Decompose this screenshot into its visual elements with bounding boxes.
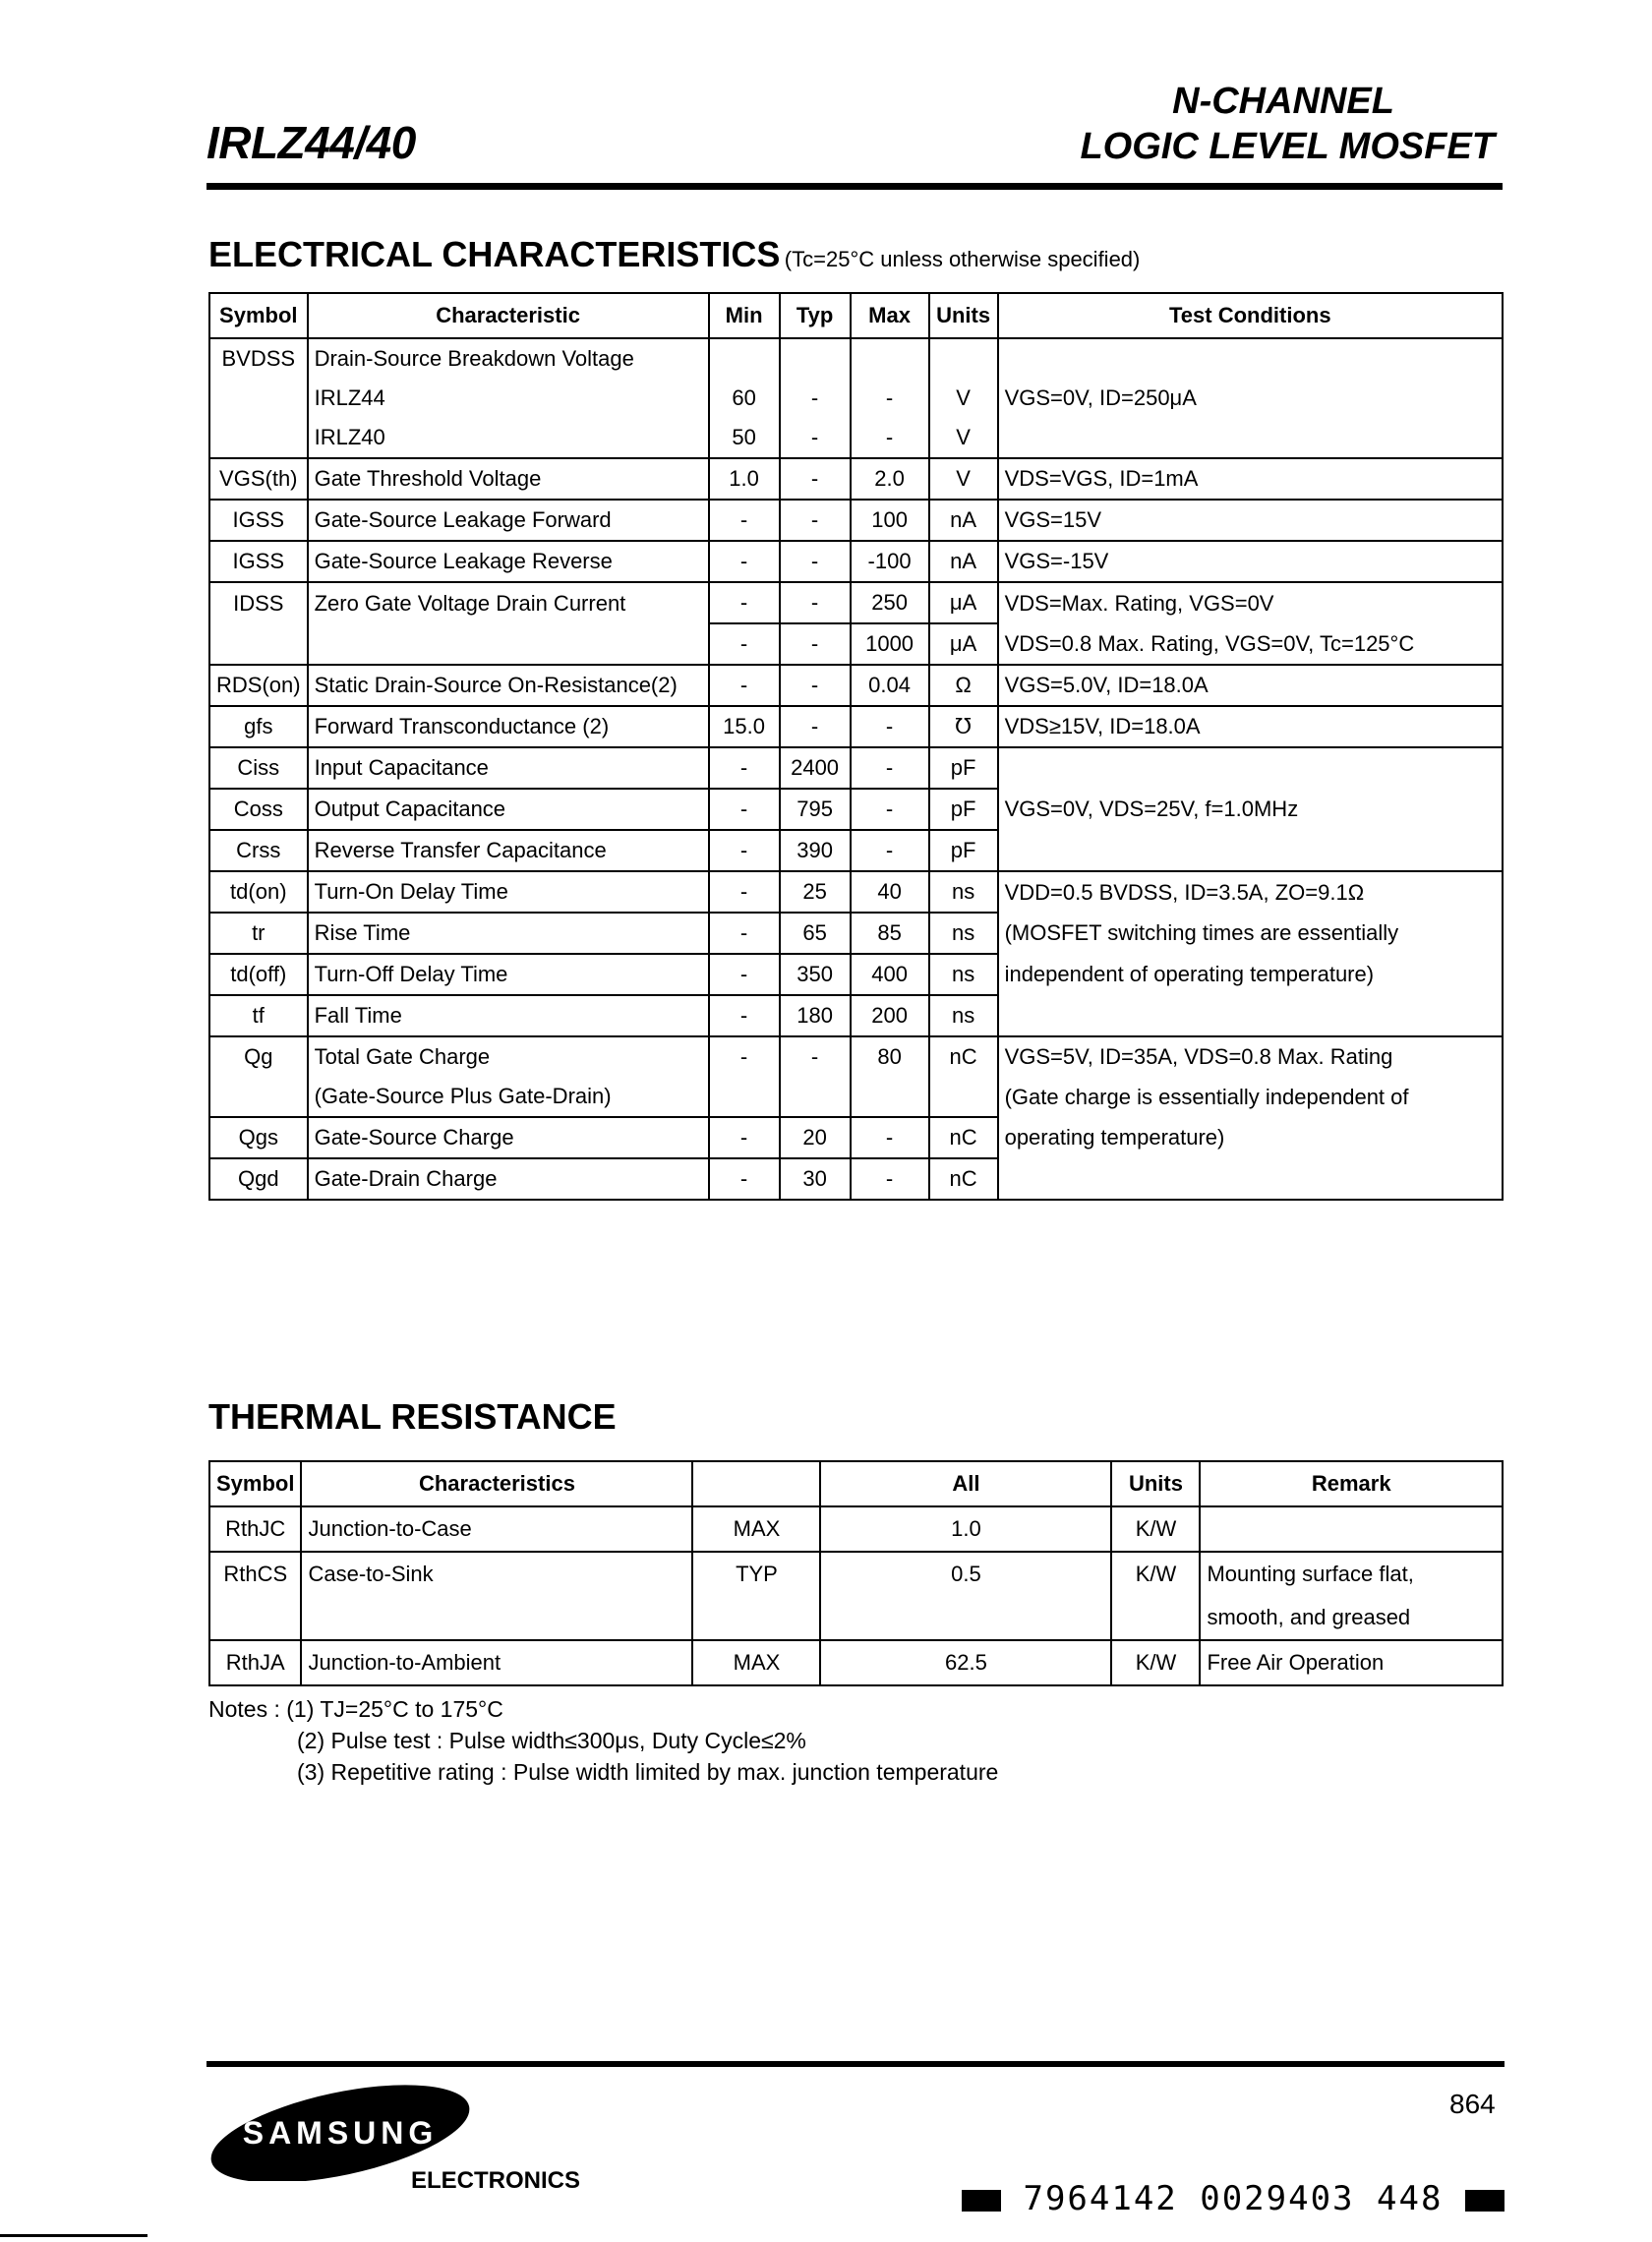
cell-characteristic: Forward Transconductance (2) bbox=[308, 706, 709, 747]
cell-min: 50 bbox=[709, 418, 780, 458]
cell-symbol bbox=[209, 1077, 308, 1117]
cell-condition: operating temperature) bbox=[998, 1117, 1503, 1158]
division-label: ELECTRONICS bbox=[411, 2167, 581, 2194]
cell-units: pF bbox=[929, 830, 998, 871]
table-row bbox=[209, 500, 1503, 541]
cell-characteristic: Gate-Drain Charge bbox=[308, 1158, 709, 1200]
table-row bbox=[209, 665, 1503, 706]
cell-condition: VDD=0.5 BVDSS, ID=3.5A, ZO=9.1Ω bbox=[998, 871, 1503, 913]
col-max: Max bbox=[851, 293, 929, 338]
cell-symbol: RthJC bbox=[209, 1506, 301, 1552]
samsung-logo bbox=[203, 2083, 478, 2181]
table-row bbox=[209, 1552, 1503, 1596]
cell-kind: MAX bbox=[692, 1640, 820, 1685]
table-row bbox=[209, 1158, 1503, 1200]
barcode-block-right bbox=[1465, 2190, 1504, 2212]
cell-symbol: Coss bbox=[209, 789, 308, 830]
electrical-characteristics-table bbox=[208, 292, 1504, 1201]
cell-symbol: RthJA bbox=[209, 1640, 301, 1685]
cell-units: ns bbox=[929, 995, 998, 1036]
page-number: 864 bbox=[1449, 2089, 1496, 2119]
barcode-block-left bbox=[962, 2190, 1001, 2212]
cell-max: - bbox=[851, 1158, 929, 1200]
cell-characteristic: Gate-Source Charge bbox=[308, 1117, 709, 1158]
cell-units: nC bbox=[929, 1117, 998, 1158]
cell-condition: VDS=0.8 Max. Rating, VGS=0V, Tc=125°C bbox=[998, 623, 1503, 665]
col-test-conditions: Test Conditions bbox=[998, 293, 1503, 338]
col-typ: Typ bbox=[780, 293, 851, 338]
cell-min: - bbox=[709, 623, 780, 665]
note-1: Notes : (1) TJ=25°C to 175°C bbox=[208, 1696, 503, 1722]
cell-condition: VGS=5V, ID=35A, VDS=0.8 Max. Rating bbox=[998, 1036, 1503, 1077]
cell-characteristic: (Gate-Source Plus Gate-Drain) bbox=[308, 1077, 709, 1117]
cell-max: 2.0 bbox=[851, 458, 929, 500]
cell-symbol: Crss bbox=[209, 830, 308, 871]
cell-typ: - bbox=[780, 541, 851, 582]
cell-symbol bbox=[209, 379, 308, 418]
cell-max: 80 bbox=[851, 1036, 929, 1077]
cell-condition: VGS=0V, ID=250μA bbox=[998, 379, 1503, 418]
cell-min: 60 bbox=[709, 379, 780, 418]
cell-max: 200 bbox=[851, 995, 929, 1036]
cell-min: - bbox=[709, 871, 780, 913]
cell-characteristic: Junction-to-Ambient bbox=[301, 1640, 692, 1685]
cell-characteristic: Fall Time bbox=[308, 995, 709, 1036]
cell-symbol: td(on) bbox=[209, 871, 308, 913]
cell-units: μA bbox=[929, 623, 998, 665]
cell-min: - bbox=[709, 1158, 780, 1200]
table-row bbox=[209, 1077, 1503, 1117]
cell-units: ns bbox=[929, 954, 998, 995]
note-2: (2) Pulse test : Pulse width≤300μs, Duty Cycle≤2% bbox=[297, 1728, 806, 1753]
cell-typ bbox=[780, 338, 851, 379]
table-row bbox=[209, 747, 1503, 789]
cell-characteristic: Drain-Source Breakdown Voltage bbox=[308, 338, 709, 379]
cell-max: - bbox=[851, 379, 929, 418]
notes bbox=[208, 1693, 998, 1788]
cell-characteristic: IRLZ40 bbox=[308, 418, 709, 458]
barcode-text: 7964142 0029403 448 bbox=[1023, 2179, 1444, 2218]
table-row bbox=[209, 871, 1503, 913]
cell-min: - bbox=[709, 1117, 780, 1158]
cell-units: nC bbox=[929, 1158, 998, 1200]
cell-units: nC bbox=[929, 1036, 998, 1077]
device-type-line1: N-CHANNEL bbox=[1172, 81, 1394, 122]
cell-units: nA bbox=[929, 541, 998, 582]
cell-characteristic: Zero Gate Voltage Drain Current bbox=[308, 582, 709, 623]
cell-units: ℧ bbox=[929, 706, 998, 747]
cell-max: 85 bbox=[851, 913, 929, 954]
col-kind bbox=[692, 1461, 820, 1506]
table-row bbox=[209, 1596, 1503, 1640]
cell-max: - bbox=[851, 747, 929, 789]
cell-units: pF bbox=[929, 747, 998, 789]
cell-condition: VDS=Max. Rating, VGS=0V bbox=[998, 582, 1503, 623]
barcode bbox=[962, 2179, 1504, 2218]
cell-symbol: Ciss bbox=[209, 747, 308, 789]
cell-symbol: Qg bbox=[209, 1036, 308, 1077]
table-row bbox=[209, 379, 1503, 418]
cell-characteristic: Static Drain-Source On-Resistance(2) bbox=[308, 665, 709, 706]
cell-units: nA bbox=[929, 500, 998, 541]
cell-kind bbox=[692, 1596, 820, 1640]
cell-characteristic: Junction-to-Case bbox=[301, 1506, 692, 1552]
cell-typ: - bbox=[780, 379, 851, 418]
col-characteristic: Characteristic bbox=[308, 293, 709, 338]
cell-condition bbox=[998, 1158, 1503, 1200]
cell-remark: Mounting surface flat, bbox=[1200, 1552, 1503, 1596]
col-all: All bbox=[820, 1461, 1111, 1506]
cell-typ: - bbox=[780, 706, 851, 747]
cell-max bbox=[851, 338, 929, 379]
table-row bbox=[209, 623, 1503, 665]
header-rule bbox=[206, 183, 1503, 190]
cell-min: - bbox=[709, 582, 780, 623]
footer-rule bbox=[206, 2061, 1504, 2067]
cell-symbol: BVDSS bbox=[209, 338, 308, 379]
cell-typ: - bbox=[780, 665, 851, 706]
cell-units: μA bbox=[929, 582, 998, 623]
cell-units bbox=[1111, 1596, 1200, 1640]
table-row bbox=[209, 1036, 1503, 1077]
cell-all bbox=[820, 1596, 1111, 1640]
cell-symbol: IGSS bbox=[209, 500, 308, 541]
cell-min: 1.0 bbox=[709, 458, 780, 500]
cell-max: - bbox=[851, 418, 929, 458]
cell-typ: - bbox=[780, 623, 851, 665]
electrical-section-heading bbox=[208, 234, 1140, 275]
cell-max: 100 bbox=[851, 500, 929, 541]
cell-max: 0.04 bbox=[851, 665, 929, 706]
cell-typ: 390 bbox=[780, 830, 851, 871]
table-row bbox=[209, 1640, 1503, 1685]
cell-units: ns bbox=[929, 913, 998, 954]
cell-typ: - bbox=[780, 500, 851, 541]
cell-units: Ω bbox=[929, 665, 998, 706]
cell-characteristic bbox=[308, 623, 709, 665]
cell-symbol: tr bbox=[209, 913, 308, 954]
cell-min: - bbox=[709, 1036, 780, 1077]
cell-characteristic: Rise Time bbox=[308, 913, 709, 954]
cell-condition: VDS=VGS, ID=1mA bbox=[998, 458, 1503, 500]
electrical-title: ELECTRICAL CHARACTERISTICS bbox=[208, 234, 781, 274]
cell-typ: 25 bbox=[780, 871, 851, 913]
col-symbol: Symbol bbox=[209, 293, 308, 338]
cell-symbol bbox=[209, 418, 308, 458]
cell-symbol: Qgd bbox=[209, 1158, 308, 1200]
cell-typ: 30 bbox=[780, 1158, 851, 1200]
cell-min: - bbox=[709, 789, 780, 830]
cell-min bbox=[709, 1077, 780, 1117]
cell-min: - bbox=[709, 541, 780, 582]
cell-characteristic: IRLZ44 bbox=[308, 379, 709, 418]
cell-symbol bbox=[209, 1596, 301, 1640]
cell-characteristic: Reverse Transfer Capacitance bbox=[308, 830, 709, 871]
thermal-resistance-table bbox=[208, 1460, 1504, 1686]
cell-max: 250 bbox=[851, 582, 929, 623]
bottom-edge-line bbox=[0, 2234, 148, 2237]
cell-symbol: IDSS bbox=[209, 582, 308, 623]
cell-all: 62.5 bbox=[820, 1640, 1111, 1685]
cell-condition bbox=[998, 418, 1503, 458]
cell-all: 1.0 bbox=[820, 1506, 1111, 1552]
cell-max: - bbox=[851, 789, 929, 830]
cell-typ: 20 bbox=[780, 1117, 851, 1158]
cell-condition: VGS=5.0V, ID=18.0A bbox=[998, 665, 1503, 706]
cell-condition bbox=[998, 995, 1503, 1036]
table-row bbox=[209, 830, 1503, 871]
cell-min bbox=[709, 338, 780, 379]
col-min: Min bbox=[709, 293, 780, 338]
cell-min: - bbox=[709, 747, 780, 789]
cell-typ: - bbox=[780, 458, 851, 500]
cell-characteristic: Turn-Off Delay Time bbox=[308, 954, 709, 995]
cell-condition: (MOSFET switching times are essentially bbox=[998, 913, 1503, 954]
cell-max: - bbox=[851, 706, 929, 747]
cell-characteristic: Input Capacitance bbox=[308, 747, 709, 789]
col-characteristics: Characteristics bbox=[301, 1461, 692, 1506]
cell-condition: VDS≥15V, ID=18.0A bbox=[998, 706, 1503, 747]
cell-units: V bbox=[929, 379, 998, 418]
cell-typ: - bbox=[780, 1036, 851, 1077]
cell-kind: TYP bbox=[692, 1552, 820, 1596]
cell-symbol: RDS(on) bbox=[209, 665, 308, 706]
cell-remark bbox=[1200, 1506, 1503, 1552]
cell-units: ns bbox=[929, 871, 998, 913]
cell-min: - bbox=[709, 500, 780, 541]
cell-typ: - bbox=[780, 418, 851, 458]
cell-symbol: td(off) bbox=[209, 954, 308, 995]
cell-condition bbox=[998, 338, 1503, 379]
cell-max: - bbox=[851, 1117, 929, 1158]
cell-units bbox=[929, 1077, 998, 1117]
cell-characteristic: Gate Threshold Voltage bbox=[308, 458, 709, 500]
cell-typ: 795 bbox=[780, 789, 851, 830]
cell-units bbox=[929, 338, 998, 379]
cell-min: - bbox=[709, 913, 780, 954]
table-row bbox=[209, 954, 1503, 995]
cell-units: K/W bbox=[1111, 1640, 1200, 1685]
table-row bbox=[209, 458, 1503, 500]
cell-units: K/W bbox=[1111, 1552, 1200, 1596]
device-type-line2: LOGIC LEVEL MOSFET bbox=[1080, 126, 1495, 167]
cell-condition: VGS=-15V bbox=[998, 541, 1503, 582]
table-row bbox=[209, 1117, 1503, 1158]
cell-all: 0.5 bbox=[820, 1552, 1111, 1596]
cell-max: 40 bbox=[851, 871, 929, 913]
table-row bbox=[209, 541, 1503, 582]
cell-max: 1000 bbox=[851, 623, 929, 665]
cell-max: 400 bbox=[851, 954, 929, 995]
cell-symbol: IGSS bbox=[209, 541, 308, 582]
cell-characteristic: Gate-Source Leakage Reverse bbox=[308, 541, 709, 582]
table-row bbox=[209, 995, 1503, 1036]
cell-min: - bbox=[709, 995, 780, 1036]
col-units: Units bbox=[1111, 1461, 1200, 1506]
note-3: (3) Repetitive rating : Pulse width limited by max. junction temperature bbox=[297, 1759, 999, 1785]
cell-units: V bbox=[929, 418, 998, 458]
cell-min: - bbox=[709, 954, 780, 995]
cell-typ bbox=[780, 1077, 851, 1117]
table-row bbox=[209, 582, 1503, 623]
cell-characteristic bbox=[301, 1596, 692, 1640]
cell-symbol: gfs bbox=[209, 706, 308, 747]
cell-units: V bbox=[929, 458, 998, 500]
cell-remark: Free Air Operation bbox=[1200, 1640, 1503, 1685]
cell-symbol: tf bbox=[209, 995, 308, 1036]
cell-characteristic: Output Capacitance bbox=[308, 789, 709, 830]
electrical-subtitle: (Tc=25°C unless otherwise specified) bbox=[784, 247, 1141, 271]
cell-symbol bbox=[209, 623, 308, 665]
cell-typ: - bbox=[780, 582, 851, 623]
brand-text: SAMSUNG bbox=[242, 2115, 439, 2151]
cell-kind: MAX bbox=[692, 1506, 820, 1552]
col-symbol: Symbol bbox=[209, 1461, 301, 1506]
table-row bbox=[209, 1506, 1503, 1552]
table-row bbox=[209, 913, 1503, 954]
table-header-row bbox=[209, 293, 1503, 338]
cell-min: - bbox=[709, 665, 780, 706]
cell-typ: 2400 bbox=[780, 747, 851, 789]
cell-units: pF bbox=[929, 789, 998, 830]
cell-condition bbox=[998, 830, 1503, 871]
cell-condition bbox=[998, 747, 1503, 789]
part-number: IRLZ44/40 bbox=[206, 117, 416, 168]
cell-characteristic: Turn-On Delay Time bbox=[308, 871, 709, 913]
cell-symbol: Qgs bbox=[209, 1117, 308, 1158]
cell-characteristic: Case-to-Sink bbox=[301, 1552, 692, 1596]
cell-symbol: RthCS bbox=[209, 1552, 301, 1596]
cell-units: K/W bbox=[1111, 1506, 1200, 1552]
cell-min: - bbox=[709, 830, 780, 871]
cell-max: -100 bbox=[851, 541, 929, 582]
table-row bbox=[209, 706, 1503, 747]
cell-characteristic: Gate-Source Leakage Forward bbox=[308, 500, 709, 541]
cell-typ: 65 bbox=[780, 913, 851, 954]
cell-characteristic: Total Gate Charge bbox=[308, 1036, 709, 1077]
thermal-title: THERMAL RESISTANCE bbox=[208, 1396, 617, 1437]
table-row bbox=[209, 418, 1503, 458]
cell-condition: VGS=15V bbox=[998, 500, 1503, 541]
col-units: Units bbox=[929, 293, 998, 338]
cell-remark: smooth, and greased bbox=[1200, 1596, 1503, 1640]
table-header-row bbox=[209, 1461, 1503, 1506]
cell-max: - bbox=[851, 830, 929, 871]
cell-typ: 180 bbox=[780, 995, 851, 1036]
cell-max bbox=[851, 1077, 929, 1117]
col-remark: Remark bbox=[1200, 1461, 1503, 1506]
table-row bbox=[209, 789, 1503, 830]
cell-condition: (Gate charge is essentially independent of bbox=[998, 1077, 1503, 1117]
cell-condition: independent of operating temperature) bbox=[998, 954, 1503, 995]
cell-typ: 350 bbox=[780, 954, 851, 995]
table-row bbox=[209, 338, 1503, 379]
cell-min: 15.0 bbox=[709, 706, 780, 747]
cell-condition: VGS=0V, VDS=25V, f=1.0MHz bbox=[998, 789, 1503, 830]
cell-symbol: VGS(th) bbox=[209, 458, 308, 500]
